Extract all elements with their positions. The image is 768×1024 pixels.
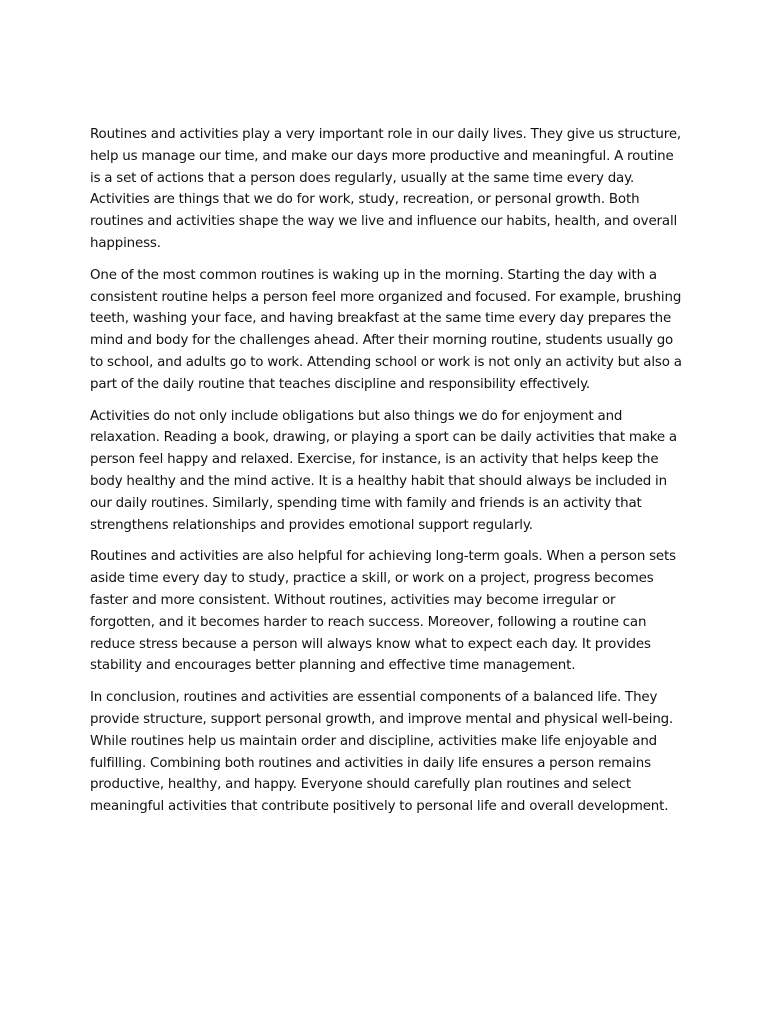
document-body xyxy=(90,124,682,828)
paragraph-3: Activities do not only include obligations but also things we do for enjoyment and relaxation. Reading a book, drawing, or playing a sport can be daily activities that make a person feel happy and relaxed. Exercise, for instance, is an activity that helps keep the body healthy and the mind active. It is a healthy habit that should always be included in our daily routines. Similarly, spending time with family and friends is an activity that strengthens relationships and provides emotional support regularly. xyxy=(90,408,677,533)
paragraph-1: Routines and activities play a very important role in our daily lives. They give us structure, help us manage our time, and make our days more productive and meaningful. A routine is a set of actions that a person does regularly, usually at the same time every day. Activities are things that we do for work, study, recreation, or personal growth. Both routines and activities shape the way we live and influence our habits, health, and overall happiness. xyxy=(90,127,682,251)
paragraph-2: One of the most common routines is waking up in the morning. Starting the day with a consistent routine helps a person feel more organized and focused. For example, brushing teeth, washing your face, and having breakfast at the same time every day prepares the mind and body for the challenges ahead. After their morning routine, students usually go to school, and adults go to work. Attending school or work is not only an activity but also a part of the daily routine that teaches discipline and responsibility effectively. xyxy=(90,267,682,392)
paragraph-4: Routines and activities are also helpful for achieving long-term goals. When a person sets aside time every day to study, practice a skill, or work on a project, progress becomes faster and more consistent. Without routines, activities may become irregular or forgotten, and it becomes harder to reach success. Moreover, following a routine can reduce stress because a person will always know what to expect each day. It provides stability and encourages better planning and effective time management. xyxy=(90,549,676,674)
paragraph-5: In conclusion, routines and activities are essential components of a balanced life. They provide structure, support personal growth, and improve mental and physical well-being. While routines help us maintain order and discipline, activities make life enjoyable and fulfilling. Combining both routines and activities in daily life ensures a person remains productive, healthy, and happy. Everyone should carefully plan routines and select meaningful activities that contribute positively to personal life and overall development. xyxy=(90,690,674,815)
